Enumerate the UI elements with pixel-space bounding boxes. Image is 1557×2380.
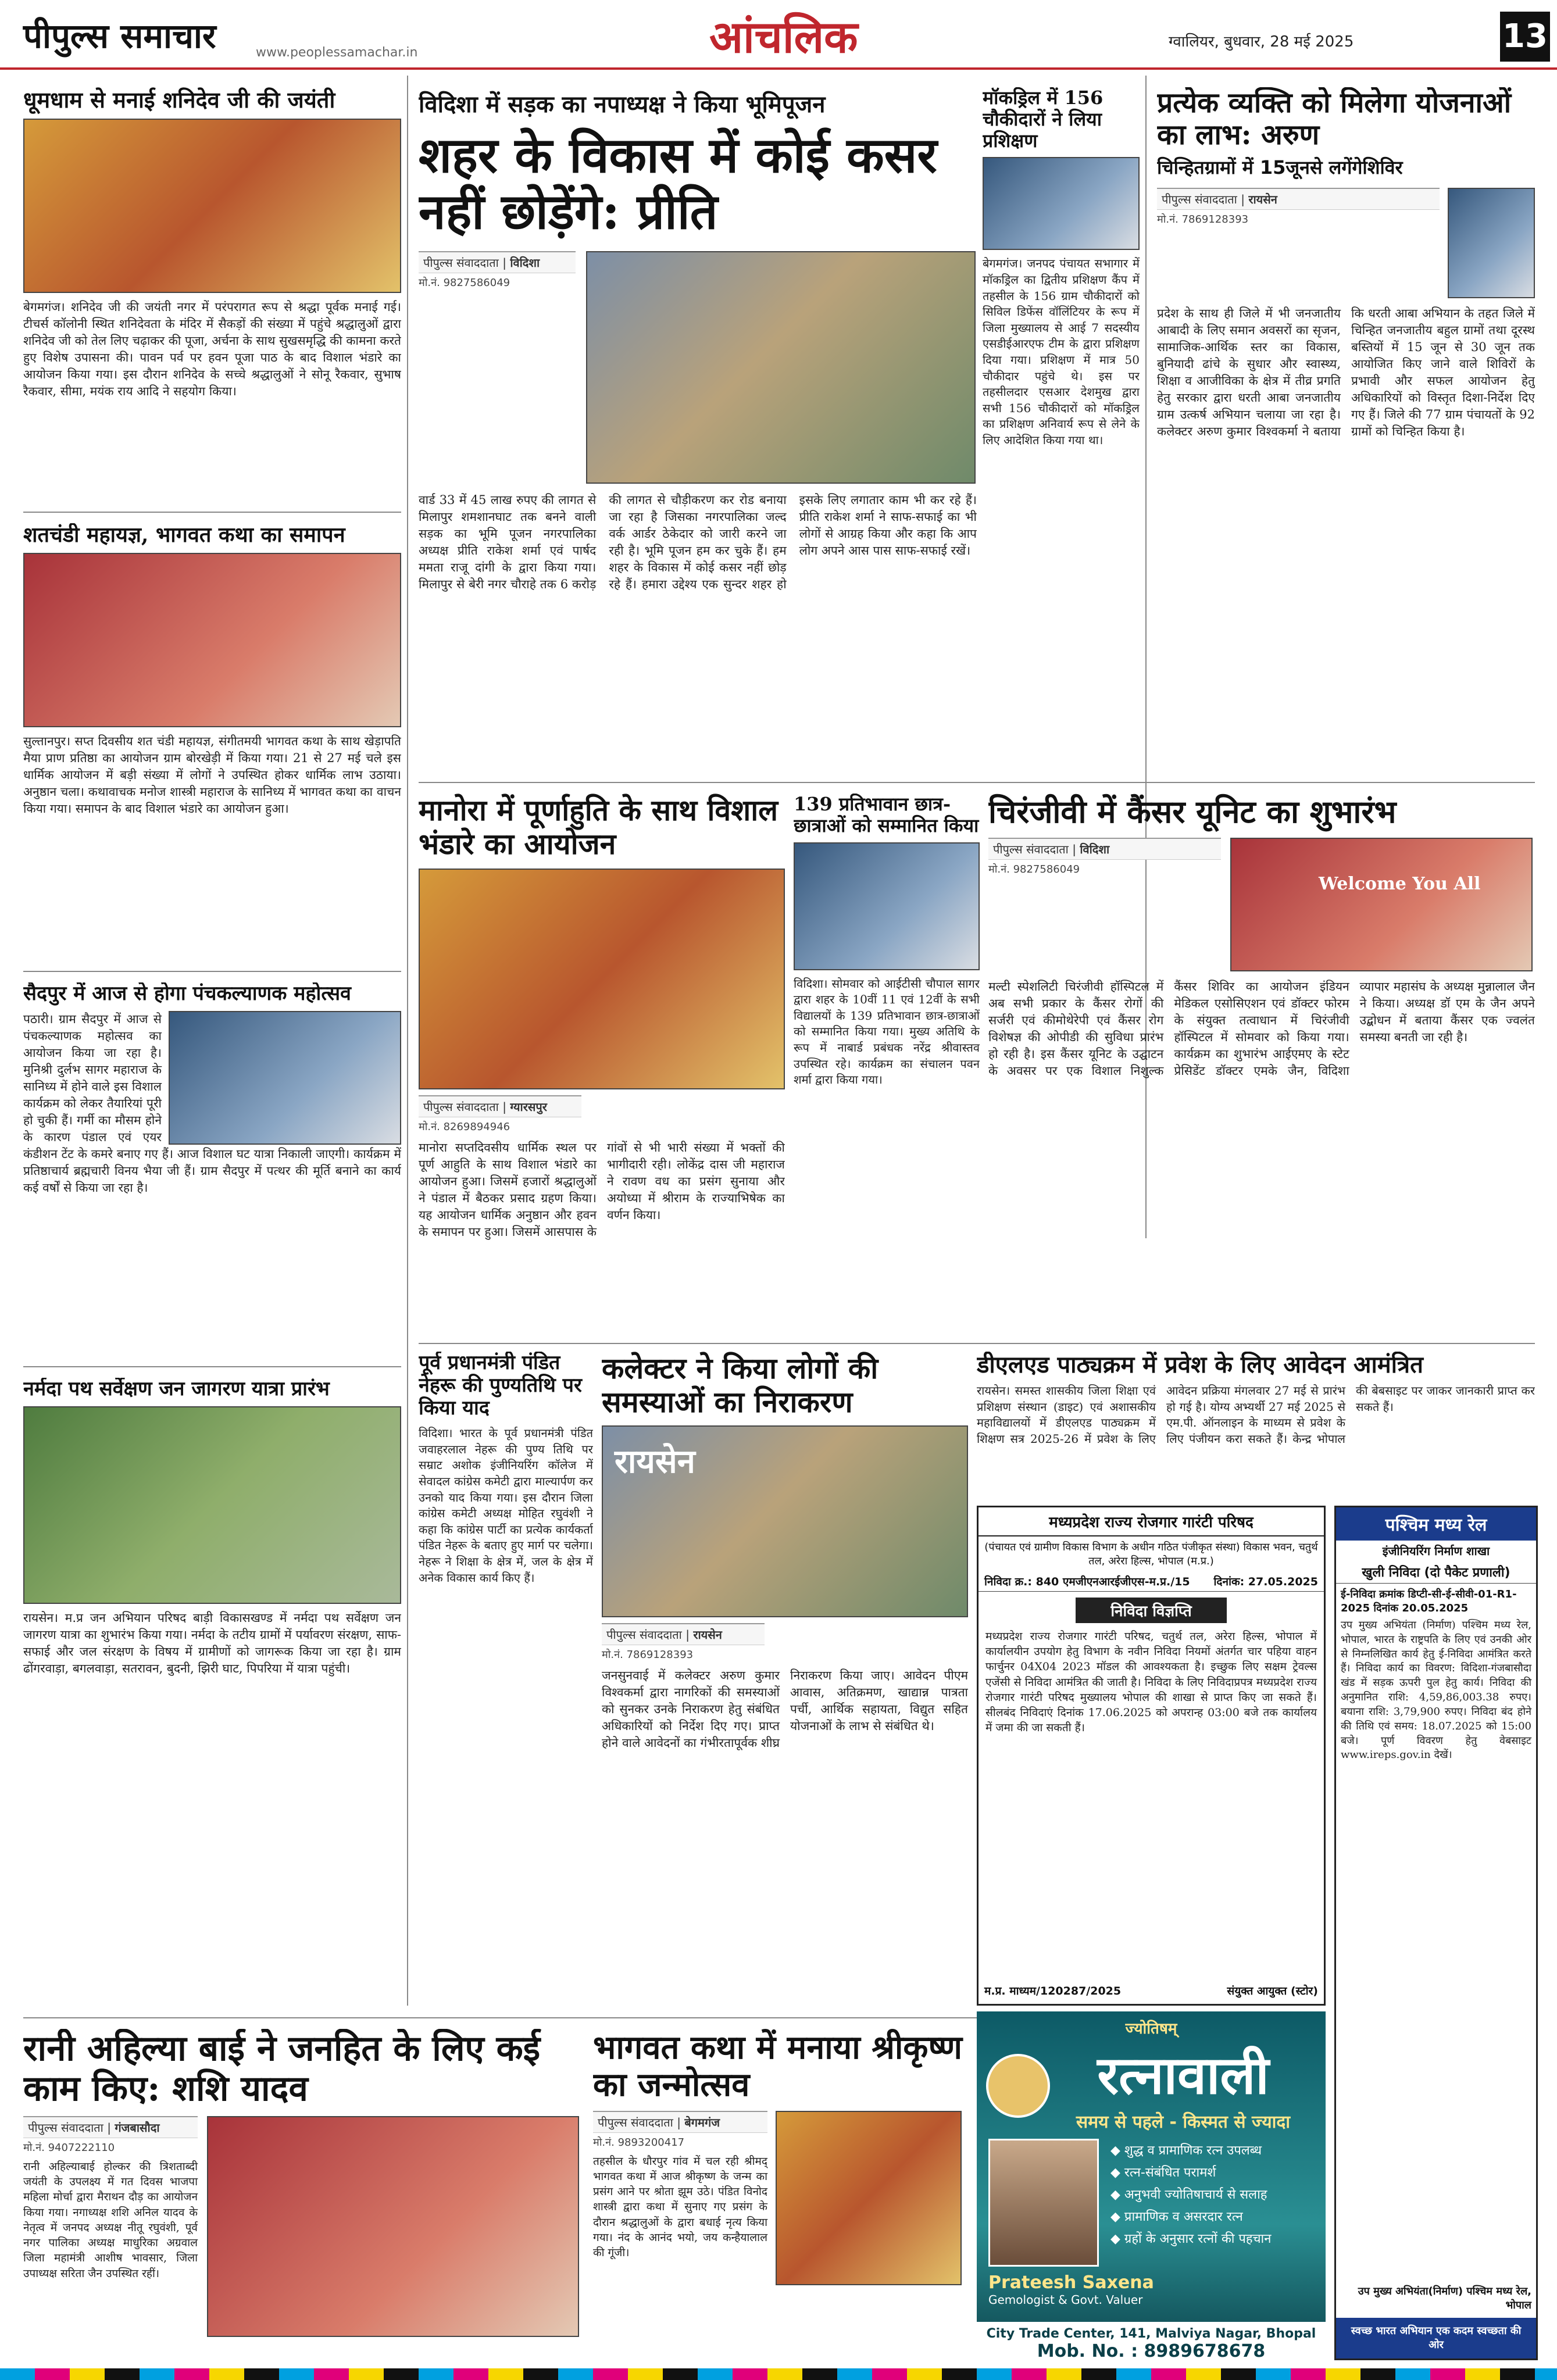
byline-place: विदिशा: [1080, 842, 1110, 857]
photo-narmada-yatra: [23, 1406, 401, 1604]
notice-footer-ref: म.प्र. माध्यम/120287/2025: [984, 1985, 1122, 1997]
byline-mobile: मो.नं. 8269894946: [419, 1121, 510, 1133]
section-title: आंचलिक: [709, 11, 858, 63]
article-rule: [419, 1343, 1535, 1344]
top-story-body: वार्ड 33 में 45 लाख रुपए की लागत से मिलापुर शमशानघाट तक बनने वाली सड़क का भूमि पूजन नगरपालिका अध्यक्ष प्रीति राकेश शर्मा एवं पार्षद ममता राजू दांगी के द्वारा किया गया। मिलापुर से बेरी नगर चौराहे तक 6 करोड़ की लागत से चौड़ीकरण कर रोड बनाया जा रहा है जिसका नगरपालिका जल्द वर्क आर्डर ठेकेदार को जारी करने जा रही है। भूमि पूजन हम कर चुके हैं। हम शहर के विकास में कोई कसर नहीं छोड़ रहे हैं। हमारा उद्देश्य एक सुन्दर शहर हो इसके लिए लगातार काम भी कर रहे हैं। प्रीति राकेश शर्मा ने साफ-सफाई का भी लोगों से आग्रह किया और कहा कि आप लोग अपने आस पास साफ-सफाई रखें।: [419, 493, 977, 592]
article-body: बेगमगंज। जनपद पंचायत सभागार में मॉकड्रिल का द्वितीय प्रशिक्षण कैंप में तहसील के 156 ग्राम चौकीदारों को सिविल डिफेंस वॉलिंटियर के रूप में जिला मुख्यालय से आई 7 सदस्यीय एसडीईआरएफ टीम के द्वारा प्रशिक्षण दिया गया। प्रशिक्षण में मात्र 50 चौकीदार पहुंचे थे। इस पर तहसीलदार एसआर देशमुख द्वारा सभी 156 चौकीदारों को मॉकड्रिल का प्रशिक्षण अनिवार्य रूप से लेने के लिए आदेशित किया गया था।: [983, 256, 1140, 447]
byline-mobile: मो.नं. 7869128393: [602, 1649, 694, 1661]
byline: पीपुल्स संवाददाता | बेगमगंज: [593, 2111, 767, 2133]
byline: पीपुल्स संवाददाता | गंजबासौदा: [23, 2116, 198, 2138]
photo-ahilya-event: [207, 2116, 579, 2337]
byline-place: बेगमगंज: [684, 2115, 720, 2129]
article-body: सुल्तानपुर। सप्त दिवसीय शत चंडी महायज्ञ, संगीतमयी भागवत कथा के साथ खेड़ापति मैया प्राण प्रतिष्ठा का आयोजन ग्राम बोरखेड़ी में किया गया। 21 से 27 मई चले इस धार्मिक आयोजन में बड़ी संख्या में लोगों ने उपस्थित होकर धार्मिक लाभ उठाया। अनुष्ठान चला। कथावाचक मनोज शास्त्री महाराज के सानिध्य में भागवत कथा का वाचन किया गया। समापन के बाद विशाल भंडारे का आयोजन हुआ।: [23, 734, 401, 816]
notice-signatory: संयुक्त आयुक्त (स्टोर): [1227, 1985, 1318, 1997]
ad-feature-item: ◆ प्रामाणिक व असरदार रत्न: [1110, 2210, 1243, 2224]
byline-source: पीपुल्स संवाददाता: [423, 1100, 499, 1114]
article-headline: मानोरा में पूर्णाहुति के साथ विशाल भंडारे का आयोजन: [419, 794, 779, 861]
article-headline: मॉकड्रिल में 156 चौकीदारों ने लिया प्रशिक्षण: [983, 87, 1104, 152]
column-rule: [407, 76, 408, 2006]
dateline: ग्वालियर, बुधवार, 28 मई 2025: [1169, 33, 1354, 51]
article-rule: [419, 782, 1535, 783]
article-headline: डीएलएड पाठ्यक्रम में प्रवेश के लिए आवेदन आमंत्रित: [977, 1352, 1423, 1378]
notice-date: दिनांक: 27.05.2025: [1213, 1575, 1318, 1588]
railway-title: खुली निविदा (दो पैकेट प्रणाली): [1336, 1561, 1536, 1584]
photo-jansunvai: [602, 1425, 968, 1617]
byline-mobile: मो.नं. 9827586049: [419, 277, 510, 290]
byline-mobile: मो.नं. 9407222110: [23, 2142, 115, 2154]
byline-source: पीपुल्स संवाददाता: [1162, 192, 1237, 207]
byline-place: गंजबासौदा: [115, 2121, 160, 2135]
ad-brand-top: ज्योतिषम्: [1125, 2020, 1177, 2038]
article-collector: [602, 1352, 968, 2009]
byline: पीपुल्स संवाददाता | ग्यारसपुर: [419, 1095, 581, 1117]
article-rule: [23, 512, 401, 513]
ad-footer: [977, 2322, 1326, 2366]
article-bhagwat: [593, 2029, 965, 2366]
article-headline: कलेक्टर ने किया लोगों की समस्याओं का निराकरण: [602, 1352, 879, 1419]
article-pratibha: [794, 794, 980, 1334]
article-body: रायसेन। समस्त शासकीय जिला शिक्षा एवं प्रशिक्षण संस्थान (डाइट) एवं अशासकीय महाविद्यालयों में डीएलएड पाठ्यक्रम में शिक्षण सत्र 2025-26 में प्रवेश के लिए आवेदन प्रक्रिया मंगलवार 27 मई से प्रारंभ हो गई है। योग्य अभ्यर्थी 27 मई 2025 से एम.पी. ऑनलाइन के माध्यम से प्रवेश के लिए पंजीयन करा सकते हैं। केन्द्र भोपाल की बेबसाइट पर जाकर जानकारी प्राप्त कर सकते हैं।: [977, 1384, 1535, 1446]
ad-person: Prateesh Saxena: [988, 2272, 1154, 2293]
ad-title: रत्नावाली: [1097, 2045, 1269, 2106]
byline-source: पीपुल्स संवाददाता: [606, 1628, 682, 1642]
byline-place: ग्यारसपुर: [510, 1100, 547, 1114]
photo-sign: रायसेन: [615, 1442, 695, 1481]
notice-rojgar: [977, 1506, 1326, 2006]
byline-source: पीपुल्स संवाददाता: [28, 2121, 103, 2135]
article-headline: धूमधाम से मनाई शनिदेव जी की जयंती: [23, 87, 335, 113]
article-headline: नर्मदा पथ सर्वेक्षण जन जागरण यात्रा प्रारंभ: [23, 1378, 330, 1400]
photo-collector-portrait: [1448, 188, 1535, 298]
article-shanidev: [23, 87, 401, 506]
page-number: 13: [1500, 12, 1550, 62]
byline: पीपुल्स संवाददाता | विदिशा: [419, 251, 576, 273]
article-narmada: [23, 1378, 401, 2006]
article-body: जनसुनवाई में कलेक्टर अरुण कुमार विश्वकर्मा द्वारा नागरिकों की समस्याओं को सुनकर उनके निराकरण हेतु संबंधित अधिकारियों को निर्देश दिए गए। प्राप्त होने वाले आवेदनों का गंभीरतापूर्वक शीघ्र निराकरण किया जाए। आवेदन पीएम आवास, अतिक्रमण, खाद्यान्न पात्रता पर्ची, आर्थिक सहायता, विद्युत सहित योजनाओं के लाभ से संबंधित थे।: [602, 1668, 968, 1750]
ad-feature-item: ◆ अनुभवी ज्योतिषाचार्य से सलाह: [1110, 2188, 1267, 2202]
article-headline: सैदपुर में आज से होगा पंचकल्याणक महोत्सव: [23, 982, 351, 1005]
ad-feature-list: [1110, 2139, 1314, 2267]
railway-sub: इंजीनियरिंग निर्माण शाखा: [1382, 1544, 1490, 1558]
article-body: मानोरा सप्तदिवसीय धार्मिक स्थल पर पूर्ण आहुति के साथ विशाल भंडारे का आयोजन हुआ। जिसमें हजारों श्रद्धालुओं ने पंडाल में बैठकर प्रसाद ग्रहण किया। यह आयोजन धार्मिक अनुष्ठान और हवन के समापन पर हुआ। जिसमें आसपास के गांवों से भी भारी संख्या में भक्तों की भागीदारी रही। लोकेंद्र दास जी महाराज ने रावण वध का प्रसंग सुनाया और अयोध्या में श्रीराम के राज्याभिषेक का वर्णन किया।: [419, 1141, 785, 1239]
byline-place: रायसेन: [693, 1628, 722, 1642]
photo-bhoomipujan: [586, 251, 976, 484]
gem-logo-icon: [986, 2054, 1050, 2118]
article-body: रायसेन। म.प्र जन अभियान परिषद बाड़ी विकासखण्ड में नर्मदा पथ सर्वेक्षण जन जागरण यात्रा का शुभारंभ किया गया। नर्मदा के तटीय ग्रामों में पर्यावरण संरक्षण, साफ-सफाई और जल संरक्षण के विषय में ग्रामीणों को जागरूक किया जा रहा है। ग्राम ढोंगरवाड़ा, बगलवाड़ा, सतरावन, बुदनी, झिरी घाट, पिपरिया में यात्रा पहुंची।: [23, 1611, 401, 1675]
article-saidpur: [23, 982, 401, 1360]
article-body: प्रदेश के साथ ही जिले में भी जनजातीय आबादी के लिए समान अवसरों का सृजन, सामाजिक-आर्थिक स्तर का विकास, बुनियादी ढांचे के सुधार और स्वास्थ्य, शिक्षा व आजीविका के क्षेत्र में तीव्र प्रगति हेतु सरकार द्वारा धरती आबा जनजातीय ग्राम उत्कर्ष अभियान चलाया जा रहा है। कलेक्टर अरुण कुमार विश्वकर्मा ने बताया कि धरती आबा अभियान के तहत जिले में चिन्हित जनजातीय बहुल ग्रामों तथा दूरस्थ बस्तियों में 15 जून से 30 जून तक आयोजित किए जाने वाले शिविरों के प्रभावी और सफल आयोजन हेतु अधिकारियों को विस्तृत दिशा-निर्देश दिए गए हैं। जिले की 77 ग्राम पंचायतों के 92 ग्रामों को चिन्हित किया है।: [1157, 306, 1535, 439]
article-headline: प्रत्येक व्यक्ति को मिलेगा योजनाओं का लाभ: अरुण: [1157, 87, 1512, 152]
railway-ref: ई-निविदा क्रमांक डिप्टी-सी-ई-सीवी-01-R1-2025 दिनांक 20.05.2025: [1341, 1588, 1517, 1614]
article-headline: पूर्व प्रधानमंत्री पंडित नेहरू की पुण्यतिथि पर किया याद: [419, 1352, 582, 1420]
article-body: विदिशा। भारत के पूर्व प्रधानमंत्री पंडित जवाहरलाल नेहरू की पुण्य तिथि पर सम्राट अशोक इंजीनियरिंग कॉलेज में सेवादल कांग्रेस कमेटी द्वारा माल्यार्पण कर उनको याद किया गया। इस दौरान जिला कांग्रेस कमेटी अध्यक्ष मोहित रघुवंशी ने कहा कि कांग्रेस पार्टी का प्रत्येक कार्यकर्ता पंडित नेहरू के बताए हुए मार्ग पर चलेगा। नेहरू ने शिक्षा के क्षेत्र में, जल के क्षेत्र में अनेक विकास कार्य किए हैं।: [419, 1426, 593, 1585]
byline-mobile: मो.नं. 9893200417: [593, 2136, 685, 2149]
top-story-kicker: विदिशा में सड़क का नपाध्यक्ष ने किया भूमिपूजन: [419, 91, 826, 118]
notice-railway: [1334, 1506, 1538, 2360]
photo-krishna: [776, 2111, 962, 2285]
byline-mobile: मो.नं. 9827586049: [988, 863, 1080, 876]
byline-mobile: मो.नं. 7869128393: [1157, 213, 1249, 226]
article-headline: शतचंडी महायज्ञ, भागवत कथा का समापन: [23, 523, 345, 547]
byline-source: पीपुल्स संवाददाता: [423, 256, 499, 270]
byline-source: पीपुल्स संवाददाता: [993, 842, 1069, 857]
article-body: रानी अहिल्याबाई होल्कर की त्रिशताब्दी जयंती के उपलक्ष्य में गत दिवस भाजपा महिला मोर्चा द्वारा मैराथन दौड़ का आयोजन किया गया। नगाध्यक्ष शशि अनिल यादव के नेतृत्व में जनपद अध्यक्ष नीतू रघुवंशी, पूर्व नगर पालिका अध्यक्ष माधुरिका अग्रवाल जिला महामंत्री आशीष भावसार, जिला उपाध्यक्ष सरिता जैन उपस्थित रहीं।: [23, 2160, 198, 2280]
photo-cancer-unit: [1230, 838, 1533, 971]
railway-body: उप मुख्य अभियंता (निर्माण) पश्चिम मध्य रेल, भोपाल, भारत के राष्ट्रपति के लिए एवं उनकी ओर से निम्नलिखित कार्य हेतु ई-निविदा आमंत्रित करते हैं। निविदा कार्य का विवरण: विदिशा-गंजबासौदा खंड में सड़क ऊपरी पुल हेतु कार्य। निविदा की अनुमानित राशि: 4,59,86,003.38 रुपए। बयाना राशि: 3,79,900 रुपए। निविदा बंद होने की तिथि एवं समय: 18.07.2025 को 15:00 बजे। पूर्ण विवरण हेतु वेबसाइट www.ireps.gov.in देखें।: [1341, 1619, 1531, 1761]
article-deled: [977, 1352, 1535, 1497]
masthead: [0, 0, 1557, 70]
article-ahilya: [23, 2029, 581, 2366]
article-body: विदिशा। सोमवार को आईटीसी चौपाल सागर द्वारा शहर के 10वीं 11 एवं 12वीं के सभी विद्यालयों के 139 प्रतिभावान छात्र-छात्राओं को सम्मानित किया गया। मुख्य अतिथि के रूप में नाबार्ड प्रबंधक नरेंद्र श्रीवास्तव उपस्थित रहे। कार्यक्रम का संचालन पवन शर्मा द्वारा किया गया।: [794, 976, 980, 1087]
top-story-headline: शहर के विकास में कोई कसर नहीं छोड़ेंगे: प्रीति: [419, 126, 937, 240]
article-cancer-unit: [988, 794, 1535, 1334]
ad-feature-item: ◆ शुद्ध व प्रामाणिक रत्न उपलब्ध: [1110, 2143, 1262, 2158]
ad-address: City Trade Center, 141, Malviya Nagar, Bhopal: [986, 2327, 1316, 2341]
ad-tagline: समय से पहले - किस्मत से ज्यादा: [1076, 2112, 1291, 2132]
ad-mobile[interactable]: Mob. No. : 8989678678: [1037, 2341, 1266, 2361]
article-nehru: [419, 1352, 593, 2009]
ad-feature-item: ◆ रत्न-संबंधित परामर्श: [1110, 2165, 1216, 2180]
byline: पीपुल्स संवाददाता | रायसेन: [602, 1623, 765, 1645]
article-rule: [23, 1366, 401, 1367]
photo-training: [983, 157, 1140, 250]
ad-portrait: [988, 2139, 1099, 2267]
photo-bhandara: [419, 869, 785, 1089]
railway-footer: उप मुख्य अभियंता(निर्माण) पश्चिम मध्य रेल, भोपाल: [1358, 2285, 1531, 2311]
notice-ref: निविदा क्र.: 840 एमजीएनआरईजीएस-म.प्र./15: [984, 1575, 1190, 1588]
article-body: बेगमगंज। शनिदेव जी की जयंती नगर में परंपरागत रूप से श्रद्धा पूर्वक मनाई गई। टीचर्स कॉलोनी स्थित शनिदेवता के मंदिर में सैकड़ों की संख्या में पहुंचे श्रद्धालुओं द्वारा शनिदेव जी को तेल लिए चढ़ाकर की पूजा, अर्चना के साथ सुखसमृद्धि की कामना करते हुए विशेष उपासना की। पावन पर्व पर हवन पूजा पाठ के बाद विशाल भंडारे का आयोजन किया गया। इस दौरान शनिदेव के सच्चे श्रद्धालुओं ने सोनू रैकवार, सुभाष रैकवार, सीमा, मयंक राय आदि ने सहयोग किया।: [23, 299, 401, 398]
photo-yagya: [23, 553, 401, 727]
website-url[interactable]: www.peoplessamachar.in: [256, 45, 418, 60]
article-headline: चिरंजीवी में कैंसर यूनिट का शुभारंभ: [988, 794, 1397, 830]
railway-slogan: स्वच्छ भारत अभियान एक कदम स्वच्छता की ओर: [1336, 2318, 1536, 2358]
ad-ratnawali[interactable]: [977, 2011, 1326, 2366]
article-headline: भागवत कथा में मनाया श्रीकृष्ण का जन्मोत्सव: [593, 2029, 962, 2104]
newspaper-brand: पीपुल्स समाचार: [23, 16, 216, 56]
article-top-story: [419, 87, 977, 773]
article-headline: रानी अहिल्या बाई ने जनहित के लिए कई काम किए: शशि यादव: [23, 2029, 541, 2109]
article-chaukidar: [983, 87, 1140, 773]
article-manora: [419, 794, 785, 1334]
print-registration-bar: [0, 2368, 1557, 2380]
photo-students: [794, 842, 980, 970]
article-shatchandi: [23, 523, 401, 965]
byline-source: पीपुल्स संवाददाता: [598, 2115, 673, 2129]
article-body: तहसील के धौरपुर गांव में चल रही श्रीमद् भागवत कथा में आज श्रीकृष्ण के जन्म का प्रसंग आने पर श्रोता झूम उठे। पंडित विनोद शास्त्री द्वारा कथा में सुनाए गए प्रसंग के दौरान श्रद्धालुओं के द्वारा बधाई नृत्य किया गया। नंद के आनंद भयो, जय कन्हैयालाल की गूंजी।: [593, 2154, 767, 2260]
article-yojana: [1157, 87, 1535, 773]
notice-body: मध्यप्रदेश राज्य रोजगार गारंटी परिषद, चतुर्थ तल, अरेरा हिल्स, भोपाल में कार्यालयीन उपयोग हेतु विभाग के नवीन निविदा नियमों अंतर्गत चार पहिया वाहन फार्चुनर 04X04 2023 मॉडल की आवश्यकता है। इच्छुक लिए सक्षम ट्रेवल्स एजेंसी से निविदा आमंत्रित की जाती है। निविदा के लिए निविदाप्रपत्र मध्यप्रदेश राज्य रोजगार गारंटी परिषद मुख्यालय भोपाल की शाखा से प्राप्त किए जा सकते हैं। सीलबंद निविदाएं दिनांक 17.06.2025 को अपरान्ह 03:00 बजे तक कार्यालय में जमा की जा सकती हैं।: [985, 1630, 1317, 1735]
railway-head: पश्चिम मध्य रेल: [1336, 1507, 1536, 1541]
byline-place: विदिशा: [510, 256, 540, 270]
article-headline: 139 प्रतिभावान छात्र-छात्राओं को सम्मानित किया: [794, 794, 979, 837]
article-body: मल्टी स्पेशलिटी चिरंजीवी हॉस्पिटल में अब सभी प्रकार के कैंसर रोगों की सर्जरी एवं कीमोथेरेपी एवं कैंसर रोग विशेषज्ञ की ओपीडी की सुविधा प्रारंभ हो रही है। इस कैंसर यूनिट के उद्घाटन के अवसर पर एक विशाल निशुल्क कैंसर शिविर का आयोजन इंडियन मेडिकल एसोसिएशन एवं डॉक्टर फोरम के संयुक्त तत्वाधान में चिरंजीवी हॉस्पिटल में सोमवार को किया गया। कार्यक्रम का शुभारंभ आईएमए के स्टेट प्रेसिडेंट डॉक्टर एमके जैन, विदिशा व्यापार महासंघ के अध्यक्ष मुन्नालाल जैन ने किया। अध्यक्ष डॉ एम के जैन अपने उद्बोधन में बताया कैंसर एक ज्वलंत समस्या बनती जा रही है।: [988, 980, 1535, 1078]
photo-shanidev: [23, 119, 401, 293]
byline-place: रायसेन: [1248, 192, 1277, 207]
photo-pandal: [169, 1011, 401, 1145]
notice-title: निविदा विज्ञप्ति: [1076, 1598, 1227, 1623]
byline: पीपुल्स संवाददाता | रायसेन: [1157, 188, 1440, 210]
welcome-banner: Welcome You All: [1319, 874, 1481, 895]
ad-person-title: Gemologist & Govt. Valuer: [988, 2293, 1143, 2307]
byline: पीपुल्स संवाददाता | विदिशा: [988, 838, 1221, 860]
notice-org: मध्यप्रदेश राज्य रोजगार गारंटी परिषद: [979, 1507, 1324, 1536]
ad-feature-item: ◆ ग्रहों के अनुसार रत्नों की पहचान: [1110, 2232, 1272, 2246]
article-subhead: चिन्हितग्रामों में 15जूनसे लगेंगेशिविर: [1157, 156, 1403, 179]
article-rule: [23, 971, 401, 972]
notice-sub: (पंचायत एवं ग्रामीण विकास विभाग के अधीन गठित पंजीकृत संस्था) विकास भवन, चतुर्थ तल, अरेरा हिल्स, भोपाल (म.प्र.): [984, 1541, 1318, 1567]
article-body: पठारी। ग्राम सैदपुर में आज से पंचकल्याणक महोत्सव का आयोजन किया जा रहा है। मुनिश्री दुर्लभ सागर महाराज के सानिध्य में होने वाले इस विशाल कार्यक्रम को लेकर तैयारियां पूरी हो चुकी हैं। गर्मी का मौसम होने के कारण पंडाल एवं एयर कंडीशन टेंट के कमरे बनाए गए हैं। आज विशाल घट यात्रा निकाली जाएगी। कार्यक्रम में प्रतिष्ठाचार्य ब्रह्मचारी विनय भैया जी हैं। ग्राम सैदपुर में पत्थर की मूर्ति बनाने का कार्य कई वर्षों से किया जा रहा है।: [23, 1012, 401, 1195]
